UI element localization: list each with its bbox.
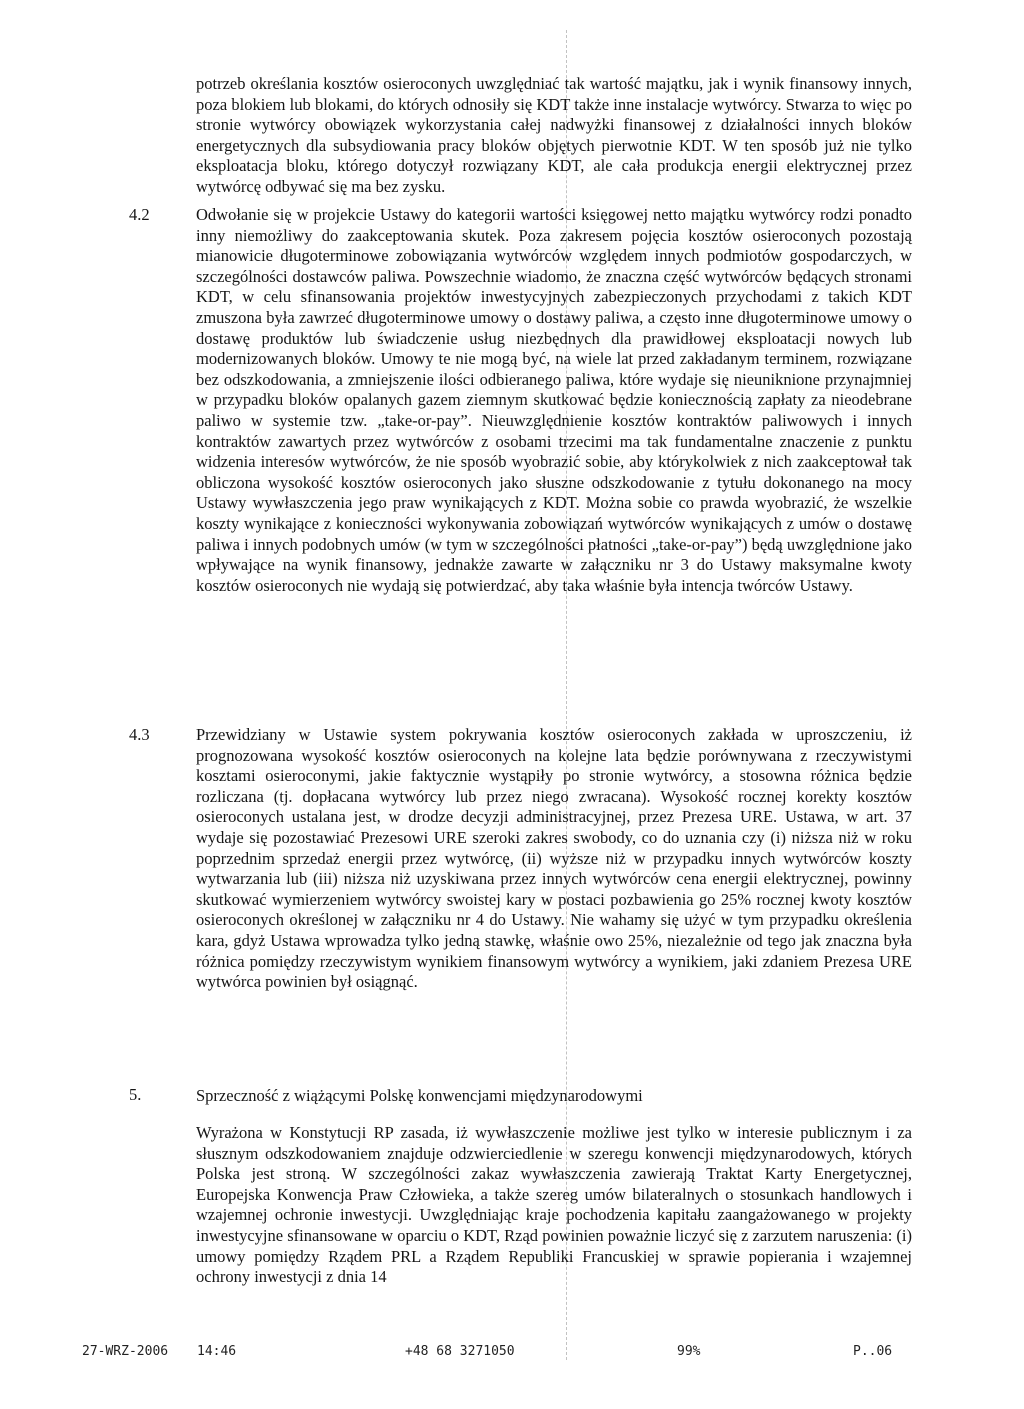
section-4-3-text: Przewidziany w Ustawie system pokrywania kosztów osieroconych zakłada w uproszczeniu, iż prognozowana wysokość kosztów osieroconych na kolejne lata będzie porównywana z rzeczywistymi kosztami osieroconymi, jakie faktycznie wystąpiły po stronie wytwórcy, a stosowna różnica będzie rozliczana (tj. dopłacana wytwórcy lub przez niego zwracana). Wysokość rocznej korekty kosztów osieroconych ustalana jest, w drodze decyzji administracyjnej, przez Prezesa URE. Ustawa, w art. 37 wydaje się pozostawiać Prezesowi URE szeroki zakres swobody, co do uznania czy (i) niższa niż w roku poprzednim sprzedaż energii przez wytwórcę, (ii) wyższe niż w przypadku innych wytwórców koszty wytwarzania lub (iii) niższa niż uzyskiwana przez innych wytwórców cena energii elektrycznej, powinny skutkować wymierzeniem wytwórcy swoistej kary w postaci pozbawienia go 25% rocznej kwoty kosztów osieroconych określonej w załączniku nr 4 do Ustawy. Nie wahamy się użyć w tym przypadku określenia kara, gdyż Ustawa wprowadza tylko jedną stawkę, właśnie owo 25%, niezależnie od tego jak znaczna była różnica pomiędzy rzeczywistym wynikiem finansowym wytwórcy a wynikiem, jaki zdaniem Prezesa URE wytwórca powinien był osiągnąć. bbox=[196, 725, 912, 992]
section-4-2-text: Odwołanie się w projekcie Ustawy do kategorii wartości księgowej netto majątku wytwórcy rodzi ponadto inny niemożliwy do zaakceptowania skutek. Poza zakresem pojęcia kosztów osieroconych pozostają mianowicie długoterminowe zobowiązania wytwórców względem innych podmiotów gospodarczych, w szczególności dostawców paliwa. Powszechnie wiadomo, że znaczna część wytwórców będących stronami KDT, w celu sfinansowania projektów inwestycyjnych zabezpieczonych przychodami z takich KDT zmuszona była zawrzeć długoterminowe umowy o dostawy paliwa, a często inne długoterminowe umowy o dostawę produktów lub świadczenie usług niezbędnych dla prawidłowej eksploatacji nowych lub modernizowanych bloków. Umowy te nie mogą być, na wiele lat przed zakładanym terminem, rozwiązane bez odszkodowania, a zmniejszenie ilości odbieranego paliwa, które wydaje się nieuniknione przynajmniej w przypadku bloków opalanych gazem ziemnym skutkować będzie koniecznością zapłaty za nieodebrane paliwo w systemie tzw. „take-or-pay”. Nieuwzględnienie kosztów kontraktów paliwowych i innych kontraktów zawartych przez wytwórców z osobami trzecimi ma tak fundamentalne znaczenie z punktu widzenia interesów wytwórców, że nie sposób wyobrazić sobie, aby którykolwiek z nich zaakceptował tak obliczona wysokość kosztów osieroconych jako słuszne odszkodowanie z tytułu dokonanego na mocy Ustawy wywłaszczenia jego praw wynikających z KDT. Można sobie co prawda wyobrazić, że wszelkie koszty wynikające z konieczności wykonywania zobowiązań wytwórców wynikających z umów o dostawę paliwa i innych podobnych umów (w tym w szczególności płatności „take-or-pay”) będą uwzględnione jako wpływające na wynik finansowy, jednakże zawarte w załączniku nr 3 do Ustawy maksymalne kwoty kosztów osieroconych nie wydają się potwierdzać, aby taka właśnie była intencja twórców Ustawy. bbox=[196, 205, 912, 595]
section-5-number: 5. bbox=[129, 1085, 142, 1104]
intro-paragraph: potrzeb określania kosztów osieroconych uwzględniać tak wartość majątku, jak i wynik finansowy innych, poza blokiem lub blokami, do których odnosiły się KDT także inne instalacje wytwórcy. Stwarza to więc po stronie wytwórcy obowiązek wykorzystania całej nadwyżki finansowej z działalności innych bloków energetycznych dla subsydiowania pracy bloków objętych pierwotnie KDT. W ten sposób już nie tylko eksploatacja bloku, którego dotyczył rozwiązany KDT, ale cała produkcja energii elektrycznej przez wytwórcę odbywać się ma bez zysku. bbox=[196, 74, 912, 196]
section-5-text: Wyrażona w Konstytucji RP zasada, iż wywłaszczenie możliwe jest tylko w interesie publicznym i za słusznym odszkodowaniem znajduje odzwierciedlenie w szeregu konwencji międzynarodowych, których Polska jest stroną. W szczególności zakaz wywłaszczenia zawierają Traktat Karty Energetycznej, Europejska Konwencja Praw Człowieka, a także szereg umów bilateralnych o stosunkach handlowych i wzajemnej ochronie inwestycji. Uwzględniając kraje pochodzenia kapitału zaangażowanego w projekty inwestycyjne sfinansowane w oparciu o KDT, Rząd powinien poważnie liczyć się z zarzutem naruszenia: (i) umowy pomiędzy Rządem PRL a Rządem Republiki Francuskiej w sprawie popierania i wzajemnej ochrony inwestycji z dnia 14 bbox=[196, 1123, 912, 1287]
section-5-heading: Sprzeczność z wiążącymi Polskę konwencjami międzynarodowymi bbox=[196, 1086, 643, 1105]
fax-time: 14:46 bbox=[197, 1344, 237, 1359]
fax-phone: +48 68 3271050 bbox=[405, 1344, 515, 1359]
fax-page-number: P..06 bbox=[853, 1344, 893, 1359]
fax-quality: 99% bbox=[677, 1344, 701, 1359]
section-4-2-number: 4.2 bbox=[129, 205, 150, 224]
fax-date: 27-WRZ-2006 bbox=[82, 1344, 169, 1359]
section-4-3-number: 4.3 bbox=[129, 725, 150, 744]
